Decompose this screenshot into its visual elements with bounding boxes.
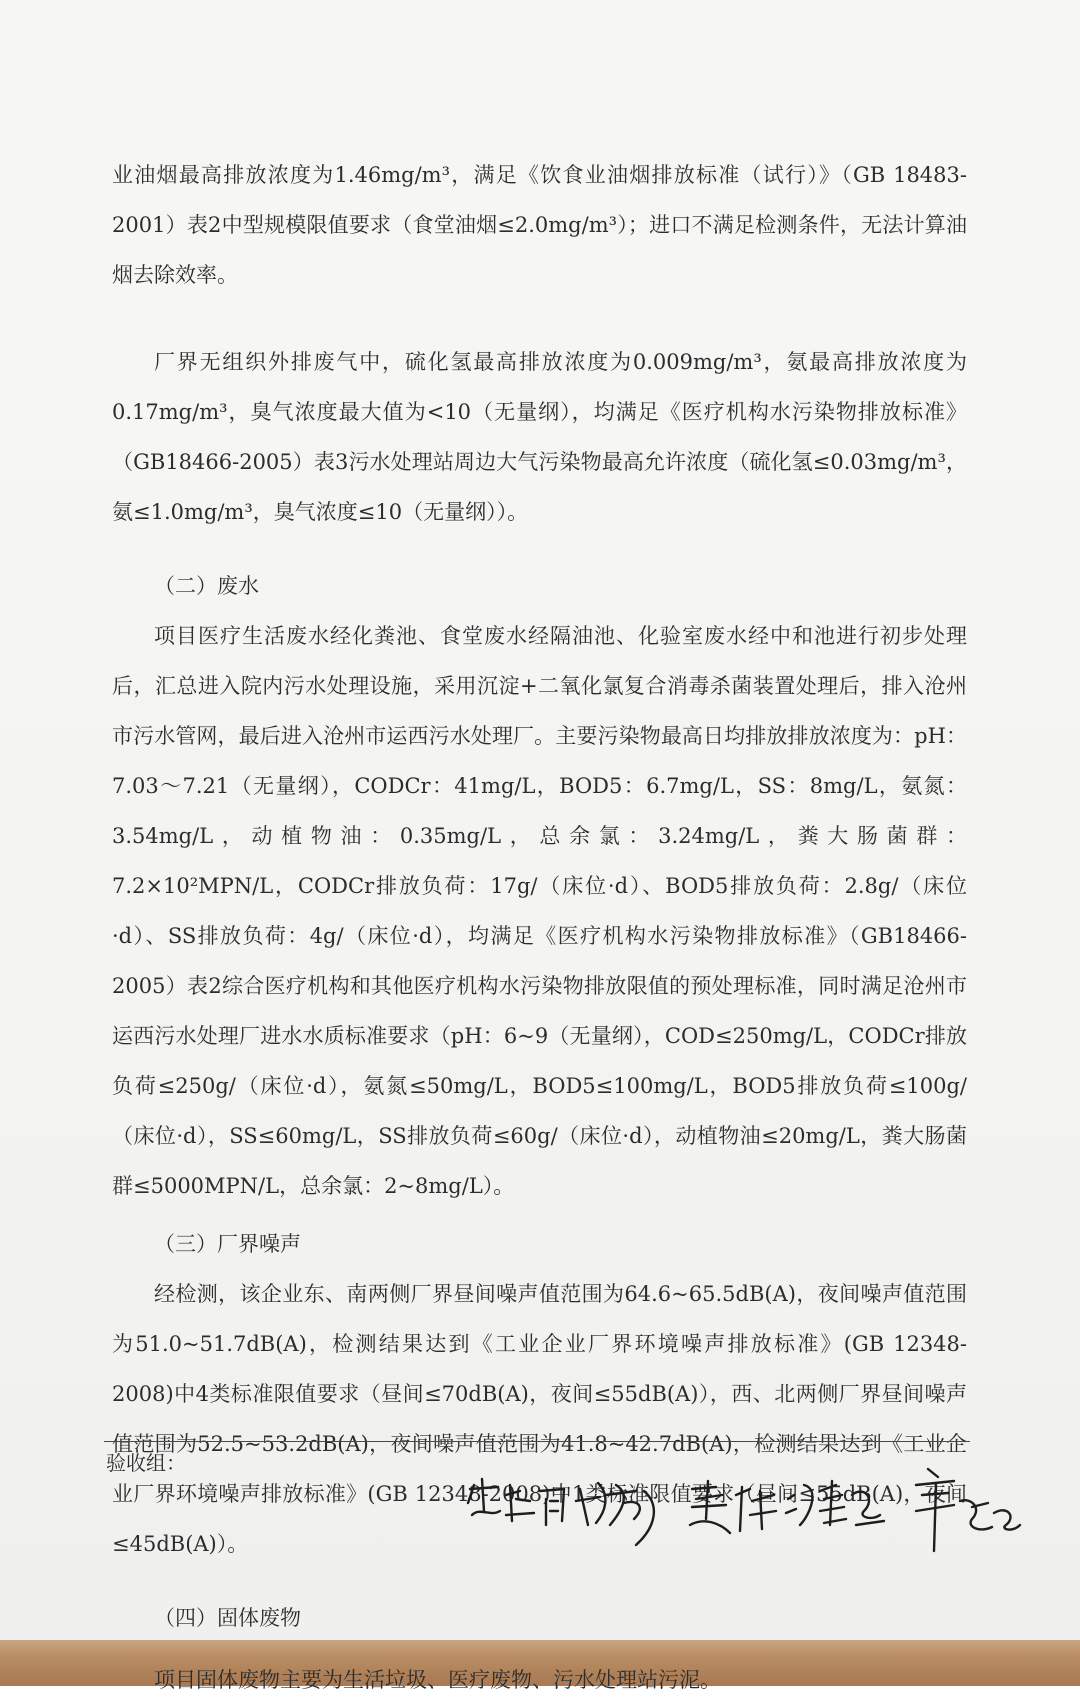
- paragraph-solid-waste: 项目固体废物主要为生活垃圾、医疗废物、污水处理站污泥。: [154, 1668, 721, 1692]
- paragraph-unorganized-exhaust: 厂界无组织外排废气中，硫化氢最高排放浓度为0.009mg/m³，氨最高排放浓度为0.17mg/m³，臭气浓度最大值为<10（无量纲），均满足《医疗机构水污染物排放标准》（GB18466-2005）表3污水处理站周边大气污染物最高允许浓度（硫化氢≤0.03mg/m³，氨≤1.0mg/m³，臭气浓度≤10（无量纲））。: [112, 350, 967, 524]
- signatures-image: [460, 1455, 1045, 1575]
- signature-2: [576, 1483, 654, 1545]
- signature-5: [916, 1469, 1020, 1551]
- paragraph-oil-fume: 业油烟最高排放浓度为1.46mg/m³，满足《饮食业油烟排放标准（试行）》（GB 18483-2001）表2中型规模限值要求（食堂油烟≤2.0mg/m³）；进口不满足检测条件，无法计算油烟去除效率。: [112, 163, 967, 287]
- signature-3: [690, 1481, 776, 1533]
- signature-4: [786, 1481, 884, 1525]
- paragraph-wastewater: 项目医疗生活废水经化粪池、食堂废水经隔油池、化验室废水经中和池进行初步处理后，汇总进入院内污水处理设施，采用沉淀+二氧化氯复合消毒杀菌装置处理后，排入沧州市污水管网，最后进入沧州市运西污水处理厂。主要污染物最高日均排放排放浓度为：pH：7.03～7.21（无量纲），CODCr：41mg/L，BOD5：6.7mg/L，SS：8mg/L，氨氮：3.54mg/L，动植物油：0.35mg/L，总余氯：3.24mg/L，粪大肠菌群：7.2×10²MPN/L，CODCr排放负荷：17g/（床位·d）、BOD5排放负荷：2.8g/（床位·d）、SS排放负荷：4g/（床位·d），均满足《医疗机构水污染物排放标准》（GB18466-2005）表2综合医疗机构和其他医疗机构水污染物排放限值的预处理标准，同时满足沧州市运西污水处理厂进水水质标准要求（pH：6~9（无量纲），COD≤250mg/L，CODCr排放负荷≤250g/（床位·d），氨氮≤50mg/L，BOD5≤100mg/L，BOD5排放负荷≤100g/（床位·d），SS≤60mg/L，SS排放负荷≤60g/（床位·d），动植物油≤20mg/L，粪大肠菌群≤5000MPN/L，总余氯：2~8mg/L）。: [112, 624, 967, 1198]
- acceptance-group-label: 验收组：: [106, 1451, 186, 1475]
- signature-divider: [104, 1441, 970, 1442]
- heading-wastewater: （二）废水: [154, 574, 259, 598]
- signature-1: [468, 1479, 564, 1525]
- heading-boundary-noise: （三）厂界噪声: [154, 1232, 301, 1256]
- paragraph-boundary-noise: 经检测，该企业东、南两侧厂界昼间噪声值范围为64.6~65.5dB(A)，夜间噪声值范围为51.0~51.7dB(A)，检测结果达到《工业企业厂界环境噪声排放标准》(GB 12348-2008)中4类标准限值要求（昼间≤70dB(A)，夜间≤55dB(A)），西、北两侧厂界昼间噪声值范围为52.5~53.2dB(A)，夜间噪声值范围为41.8~42.7dB(A)，检测结果达到《工业企业厂界环境噪声排放标准》(GB 12348-2008)中1类标准限值要求（昼间≤55dB(A)，夜间≤45dB(A)）。: [112, 1282, 967, 1556]
- handwritten-signatures: [460, 1455, 1045, 1575]
- heading-solid-waste: （四）固体废物: [154, 1606, 301, 1630]
